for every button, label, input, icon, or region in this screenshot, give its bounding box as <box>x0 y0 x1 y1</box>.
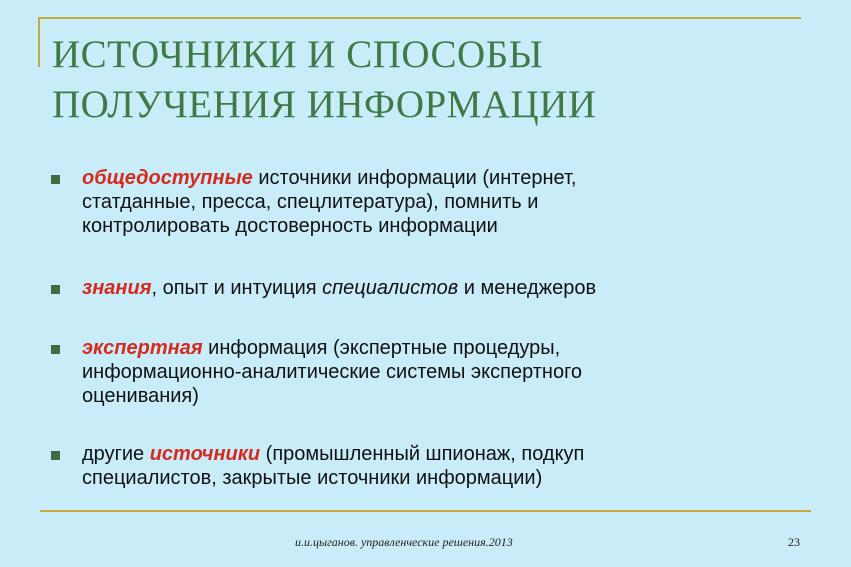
square-bullet-icon <box>51 345 60 354</box>
accent-word: общедоступные <box>82 167 253 189</box>
left-rule <box>38 17 40 67</box>
square-bullet-icon <box>51 285 60 294</box>
square-bullet-icon <box>51 451 60 460</box>
item-text: другие <box>82 443 150 465</box>
item-text: информационно-аналитические системы экспертного <box>82 361 583 383</box>
list-item <box>48 442 584 490</box>
item-text: контролировать достоверность информации <box>82 215 498 237</box>
item-text: , опыт и интуиция <box>151 277 323 299</box>
item-text: источники информации (интернет, <box>252 167 577 189</box>
footer-credit: и.и.цыганов. управленческие решения.2013 <box>295 535 513 549</box>
item-text: статданные, пресса, спецлитература), помнить и <box>82 191 539 213</box>
item-text: оценивания) <box>82 385 199 407</box>
square-bullet-icon <box>51 175 60 184</box>
top-rule <box>38 17 801 19</box>
item-text: (промышленный шпионаж, подкуп <box>260 443 585 465</box>
accent-word: экспертная <box>82 337 203 359</box>
accent-word: источники <box>149 443 261 465</box>
bottom-rule <box>40 510 811 512</box>
item-text: специалистов, закрытые источники информации) <box>82 467 543 489</box>
list-item <box>48 336 582 408</box>
list-item <box>48 166 576 238</box>
item-text: информация (экспертные процедуры, <box>202 337 561 359</box>
item-text: и менеджеров <box>458 277 597 299</box>
title-line-2: ПОЛУЧЕНИЯ ИНФОРМАЦИИ <box>52 83 597 126</box>
italic-word: специалистов <box>322 277 459 299</box>
page-number: 23 <box>788 535 800 549</box>
title-line-1: ИСТОЧНИКИ И СПОСОБЫ <box>52 33 544 76</box>
list-item <box>48 276 596 300</box>
accent-word: знания <box>82 277 152 299</box>
slide-title <box>52 30 792 130</box>
